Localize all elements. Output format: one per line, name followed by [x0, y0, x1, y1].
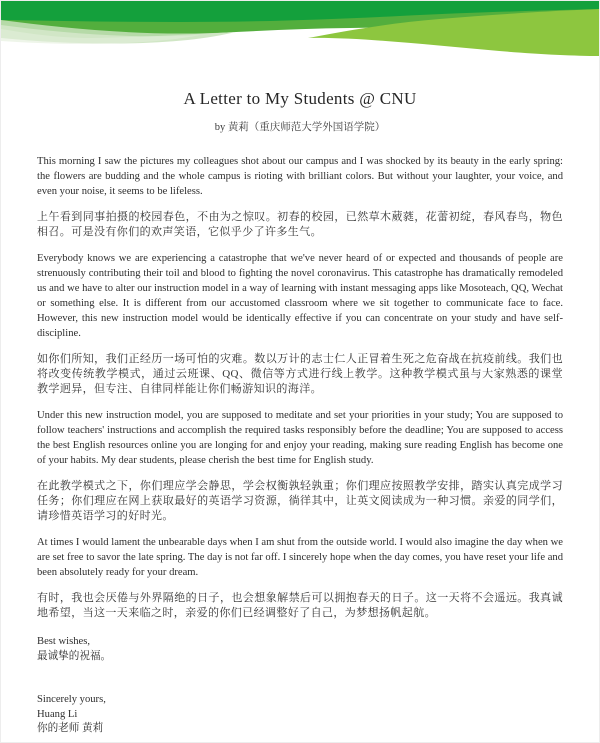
letter-paragraph: Everybody knows we are experiencing a catastrophe that we've never heard of or expected and thousands of people are strenuously contributing their toil and blood to fighting the novel coronavirus. This catastrophe has dramatically remodeled us and we have to alter our instruction model in a way of learning with instant messaging apps like Mosoteach, QQ, Wechat or something else. It is different from our accustomed classroom where we sit together to communicate face to face. However, this new instruction model would be identically effective if you can concentrate on your study and have self-discipline. [37, 253, 563, 339]
signature-name-zh: 你的老师 黄莉 [37, 723, 104, 734]
closing-line-en: Best wishes, [37, 636, 90, 647]
closing-line-zh: 最诚挚的祝福。 [37, 650, 112, 662]
closing-gap [37, 664, 563, 679]
letter-paragraph: 有时，我也会厌倦与外界隔绝的日子，也会想象解禁后可以拥抱春天的日子。这一天将不会遥远。我真诚地希望，当这一天来临之时，亲爱的你们已经调整好了自己，为梦想扬帆起航。 [37, 592, 563, 619]
letter-byline: by 黄莉（重庆师范大学外国语学院） [214, 122, 386, 133]
header-wave-banner [1, 1, 599, 73]
letter-title: A Letter to My Students @ CNU [183, 89, 417, 108]
letter-paragraph: 上午看到同事拍摄的校园春色，不由为之惊叹。初春的校园，已然草木葳蕤，花蕾初绽，春风春鸟，物色相召。可是没有你们的欢声笑语，它似乎少了许多生气。 [37, 211, 563, 238]
letter-paragraph: 在此教学模式之下，你们理应学会静思，学会权衡孰轻孰重；你们理应按照教学安排，踏实认真完成学习任务；你们理应在网上获取最好的英语学习资源，徜徉其中，让英文阅读成为一种习惯。亲爱的同学们，请珍惜英语学习的好时光。 [37, 480, 563, 522]
letter-paragraph: This morning I saw the pictures my colleagues shot about our campus and I was shocked by its beauty in the early spring: the flowers are budding and the whole campus is rioting with brilliant colors. But without your laughter, your voice, and even your noise, it seems to be lifeless. [37, 156, 563, 197]
letter-paragraph: 如你们所知，我们正经历一场可怕的灾难。数以万计的志士仁人正冒着生死之危奋战在抗疫前线。我们也将改变传统教学模式，通过云班课、QQ、微信等方式进行线上教学。这种教学模式虽与大家熟悉的课堂教学迥异，但专注、自律同样能让你们畅游知识的海洋。 [37, 353, 563, 395]
signoff-line: Sincerely yours, [37, 694, 106, 705]
signature-name-en: Huang Li [37, 708, 78, 720]
letter-paragraph: At times I would lament the unbearable days when I am shut from the outside world. I would also imagine the day when we are set free to savor the late spring. The day is not far off. I sincerely hope when the day comes, you have reset your life and been absolutely ready for your dream. [37, 537, 563, 578]
closing-best-wishes [37, 635, 563, 664]
closing-signature [37, 693, 563, 737]
header-wave-graphic [1, 1, 599, 73]
letter-paragraph: Under this new instruction model, you are supposed to meditate and set your priorities in your study; You are supposed to follow teachers' instructions and accomplish the required tasks responsibly before the deadline; You are supposed to access the best English resources online you are longing for and enjoy your reading, making sure reading English has become one of your habits. My dear students, please cherish the best time for English study. [37, 410, 563, 466]
letter-body [1, 134, 599, 737]
